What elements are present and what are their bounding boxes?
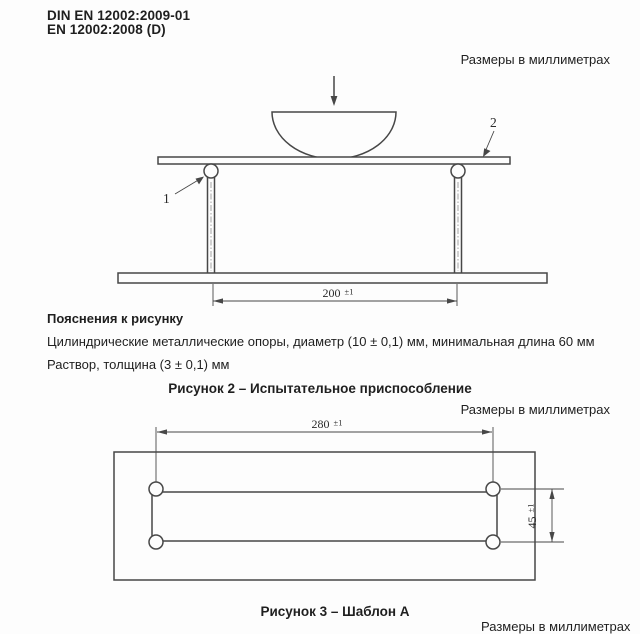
support-column-left [208, 177, 215, 274]
load-arrow-icon [331, 76, 338, 106]
indenter-dome [272, 112, 396, 159]
clipped-units-note: Размеры в миллиметрах [481, 619, 631, 634]
corner-hole-top-left [149, 482, 163, 496]
explanation-item-1: Цилиндрические металлические опоры, диаметр (10 ± 0,1) мм, минимальная длина 60 мм [47, 334, 595, 349]
callout-1-label: 1 [163, 191, 170, 206]
dimension-200-label: 200 $^{\pm 1}$ [322, 286, 354, 300]
figure3-caption: Рисунок 3 – Шаблон А [260, 604, 410, 619]
template-a-drawing [114, 427, 564, 580]
explanations-heading: Пояснения к рисунку [47, 311, 184, 326]
template-outer-plate [114, 452, 535, 580]
corner-hole-bottom-right [486, 535, 500, 549]
figure2-caption: Рисунок 2 – Испытательное приспособление [168, 381, 472, 396]
doc-number-line1: DIN EN 12002:2009-01 [47, 8, 191, 23]
doc-number-line2: EN 12002:2008 (D) [47, 22, 166, 37]
corner-hole-top-right [486, 482, 500, 496]
units-note-figure2: Размеры в миллиметрах [460, 52, 610, 67]
callout-2-label: 2 [490, 115, 497, 130]
dimension-280-label: 280 $^{\pm 1}$ [311, 417, 343, 431]
callout-leader-1 [175, 177, 204, 195]
support-column-right [455, 177, 462, 274]
explanation-item-2: Раствор, толщина (3 ± 0,1) мм [47, 357, 230, 372]
specimen-plate [158, 157, 510, 164]
corner-hole-bottom-left [149, 535, 163, 549]
callout-leader-2 [483, 131, 494, 157]
support-cylinder-right [451, 164, 465, 178]
dimension-45-label: $45^{\pm 1}$ [525, 503, 539, 529]
support-cylinder-left [204, 164, 218, 178]
units-note-figure3: Размеры в миллиметрах [460, 402, 610, 417]
base-plate [118, 273, 547, 283]
